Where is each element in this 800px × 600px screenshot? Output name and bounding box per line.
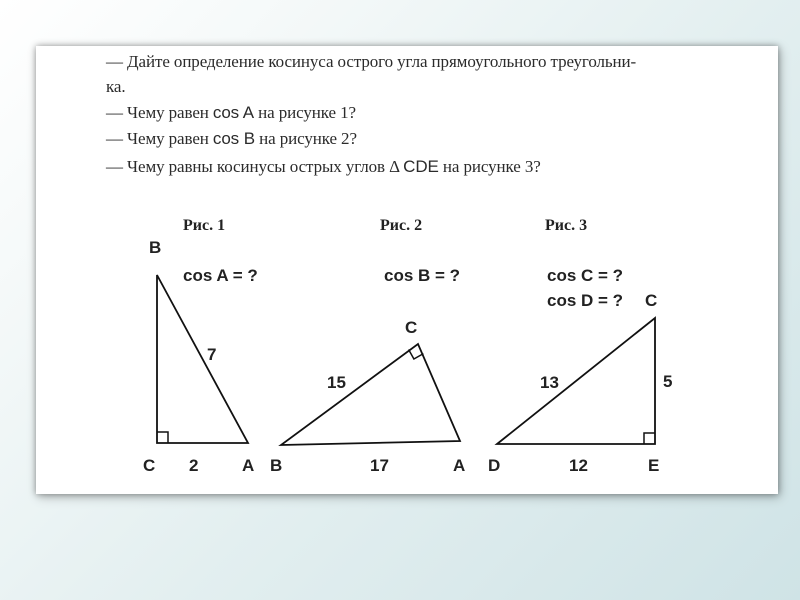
question-2-text: — Чему равен xyxy=(106,103,213,122)
figure-2-side-bc: 15 xyxy=(327,373,346,392)
figure-3-triangle xyxy=(497,318,655,444)
figure-2-side-ba: 17 xyxy=(370,456,389,475)
figure-1-formula: cos A = ? xyxy=(183,266,258,285)
figure-3-vertex-e: E xyxy=(648,456,660,475)
figure-3-vertex-d: D xyxy=(488,456,501,475)
figure-1-vertex-c: C xyxy=(143,456,156,475)
figure-1 xyxy=(143,217,258,475)
figure-2-formula: cos B = ? xyxy=(384,266,461,285)
question-3-tail: на рисунке 2? xyxy=(254,129,357,148)
question-4-expression: CDE xyxy=(403,157,439,176)
figure-1-side-ab: 7 xyxy=(207,345,217,364)
figure-3-formula-d: cos D = ? xyxy=(547,291,624,310)
figure-3-side-ce: 5 xyxy=(663,372,673,391)
figure-3-vertex-c: C xyxy=(645,291,658,310)
figure-3-right-angle-mark xyxy=(644,433,655,444)
figure-3-side-dc: 13 xyxy=(540,373,559,392)
question-3-expression: cos B xyxy=(212,129,255,148)
question-2-tail: на рисунке 1? xyxy=(254,103,356,122)
figure-1-caption: Рис. 1 xyxy=(183,217,226,234)
figure-2-vertex-c: C xyxy=(405,318,418,337)
figure-2-triangle xyxy=(281,344,460,445)
question-1-line-2: ка. xyxy=(106,77,126,96)
figure-1-triangle xyxy=(157,275,248,443)
figure-2 xyxy=(270,217,465,475)
question-4-tail: на рисунке 3? xyxy=(438,157,541,176)
figure-3-caption: Рис. 3 xyxy=(545,217,588,234)
figure-1-side-ca: 2 xyxy=(189,456,199,475)
question-4-text: — Чему равны косинусы острых углов Δ xyxy=(106,157,404,176)
figure-3-formula-c: cos C = ? xyxy=(547,266,624,285)
question-2-expression: cos A xyxy=(212,103,255,122)
figure-1-right-angle-mark xyxy=(157,432,168,443)
figure-1-vertex-b: B xyxy=(149,238,162,257)
question-3-text: — Чему равен xyxy=(106,129,213,148)
figure-2-vertex-a: A xyxy=(453,456,466,475)
figure-2-vertex-b: B xyxy=(270,456,283,475)
question-1-line-1: — Дайте определение косинуса острого угла прямоугольного треугольни- xyxy=(106,52,637,71)
figure-1-vertex-a: A xyxy=(242,456,255,475)
figure-3 xyxy=(488,217,672,475)
figure-2-caption: Рис. 2 xyxy=(380,217,423,234)
figure-3-side-de: 12 xyxy=(569,456,588,475)
